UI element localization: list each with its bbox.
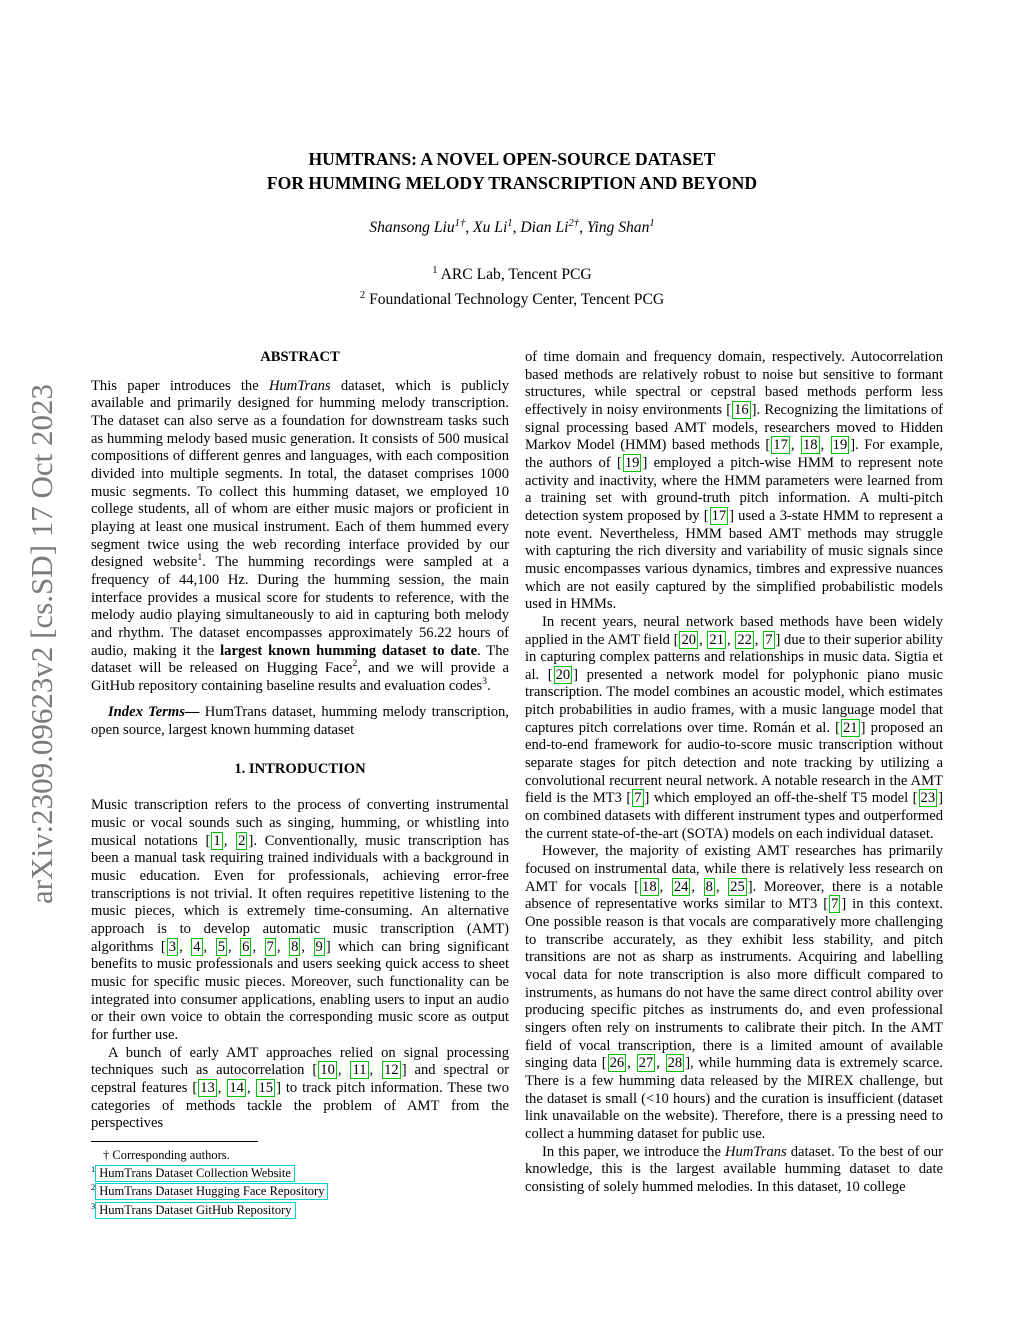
- text-run: Music transcription refers to the process of converting instrumental music or vocal sounds such as singing, humming, or whistling into musical notations [: [91, 797, 509, 849]
- text-run: ] due to their superior ability in capturing complex patterns and relationships in music data. Sigtia et al. [: [525, 631, 944, 683]
- text-run: ,: [246, 1079, 256, 1096]
- citation-ref[interactable]: 3: [168, 938, 177, 955]
- text-run: ,: [228, 938, 240, 955]
- text-run: ,: [179, 938, 191, 955]
- footnote-marker: 2: [91, 1182, 96, 1193]
- text-run: HumTrans: [725, 1143, 787, 1160]
- text-run: ]. For example, the authors of [: [525, 437, 943, 471]
- text-run: ,: [301, 938, 313, 955]
- text-run: ,: [820, 437, 830, 454]
- text-run: . The dataset will be released on Hugging Face: [91, 642, 509, 677]
- citation-ref[interactable]: 4: [193, 938, 201, 955]
- text-run: ] on combined datasets with different instrument types and outperformed the current state-of-the-art (SOTA) models on each individual dataset.: [525, 790, 943, 842]
- superscript-marker: 2: [352, 658, 358, 670]
- citation-ref[interactable]: 7: [634, 790, 642, 807]
- citation-ref[interactable]: 13: [200, 1079, 215, 1096]
- citation-ref[interactable]: 9: [315, 938, 323, 955]
- body-paragraph-continuation: [525, 349, 943, 614]
- affiliation-2: [0, 288, 1024, 313]
- text-run: ARC Lab, Tencent PCG: [437, 266, 592, 283]
- citation-ref[interactable]: 17: [711, 507, 727, 524]
- text-run: ,: [691, 878, 703, 895]
- text-run: , and we will provide a GitHub repository containing baseline results and evaluation codes: [91, 660, 510, 694]
- citation-ref[interactable]: 21: [843, 719, 858, 736]
- introduction-heading: 1. INTRODUCTION: [234, 760, 366, 777]
- citation-ref[interactable]: 6: [242, 938, 250, 955]
- footnote-divider: [91, 1141, 258, 1142]
- citation-ref[interactable]: 17: [773, 437, 788, 454]
- superscript-marker: 3: [482, 675, 488, 687]
- superscript-marker: 2: [359, 289, 366, 301]
- footnotes: [91, 1141, 509, 1219]
- text-run: ,: [369, 1062, 382, 1079]
- superscript-marker: 1: [432, 264, 438, 276]
- citation-ref[interactable]: 10: [320, 1062, 335, 1079]
- citation-ref[interactable]: 23: [920, 790, 936, 807]
- footnote-item: [91, 1164, 509, 1182]
- citation-ref[interactable]: 24: [673, 878, 689, 895]
- text-run: ,: [276, 938, 289, 955]
- text-run: ] which employed an off-the-shelf T5 model [: [644, 790, 918, 807]
- abstract-heading: ABSTRACT: [260, 349, 340, 365]
- text-run: ,: [223, 832, 236, 849]
- citation-ref[interactable]: 26: [609, 1055, 625, 1072]
- footnote-link-collection-website[interactable]: HumTrans Dataset Collection Website: [95, 1165, 295, 1182]
- paper-title-line-2: FOR HUMMING MELODY TRANSCRIPTION AND BEYOND: [266, 173, 758, 193]
- text-run: ,: [754, 631, 763, 648]
- author-line: [0, 219, 1024, 237]
- text-run: ,: [715, 878, 728, 895]
- text-run: ] used a 3-state HMM to represent a note event. Nevertheless, HMM based AMT methods may struggle with capturing the rich diversity and variability of music signals since music encompasses various dynamics, timbres and expressive nuances which are not easily captured by the simplified probabilistic models used in HMMs.: [525, 507, 943, 613]
- text-run: of time domain and frequency domain, respectively. Autocorrelation based methods are relatively robust to noise but sensitive to formant structures, while spectral or cepstral based methods perform less effectively in noisy environments [: [525, 349, 943, 418]
- text-run: Foundational Technology Center, Tencent PCG: [365, 290, 665, 308]
- body-paragraph-in-this-paper: [525, 1144, 943, 1197]
- citation-ref[interactable]: 8: [705, 878, 713, 895]
- text-run: ] and spectral or cepstral features [: [91, 1062, 510, 1096]
- citation-ref[interactable]: 18: [642, 878, 657, 895]
- paper-title-line-1: HUMTRANS: A NOVEL OPEN-SOURCE DATASET: [308, 149, 716, 169]
- affiliations: [0, 263, 1024, 312]
- text-run: ], while humming data is extremely scarce. There is a few humming data released by the MIREX challenge, but the dataset is small (<10 hours) and the curation is insufficient (dataset link unavailable on the website). Therefore, there is a pressing need to collect a humming dataset for public use.: [525, 1055, 943, 1142]
- superscript-marker: 2†: [568, 217, 580, 229]
- text-run: HumTrans dataset, humming melody transcription, open source, largest known humming dataset: [91, 704, 509, 739]
- citation-ref[interactable]: 11: [352, 1062, 367, 1079]
- text-run: dataset, which is publicly available and primarily designed for humming melody transcription. The dataset can also serve as a foundation for downstream tasks such as humming melody based music generation. It consists of 500 musical compositions of different genres and languages, with each composition divided into multiple segments. In total, the dataset comprises 1000 music segments. To collect this humming dataset, we employed 10 college students, all of whom are either music majors or proficient in playing at least one musical instrument. Each of them hummed every segment twice using the web recording interface provided by our designed website: [91, 377, 509, 571]
- text-run: ] presented a network model for polyphonic piano music transcription. The model combines an acoustic model, which estimates pitch probabilities in audio frames, with a music language model that captures pitch correlations over time. Román et al. [: [525, 666, 943, 736]
- footnote-corresponding-authors: † Corresponding authors.: [103, 1148, 230, 1162]
- body-paragraph-however: [525, 843, 943, 1143]
- citation-ref[interactable]: 7: [831, 896, 839, 913]
- abstract-paragraph: [91, 378, 509, 696]
- intro-paragraph-2: [91, 1045, 509, 1133]
- citation-ref[interactable]: 19: [832, 437, 848, 454]
- text-run: This paper introduces the: [91, 377, 269, 394]
- citation-ref[interactable]: 5: [217, 938, 225, 955]
- text-run: ,: [790, 437, 800, 454]
- affiliation-1: [0, 263, 1024, 288]
- text-run: In this paper, we introduce the: [542, 1143, 725, 1160]
- text-run: ,: [627, 1055, 636, 1072]
- two-column-body: [91, 349, 943, 1197]
- text-run: ,: [726, 631, 735, 648]
- text-run: ]. Recognizing the limitations of signal processing based AMT models, researchers moved to Hidden Markov Model (HMM) based methods [: [525, 401, 943, 454]
- body-paragraph-neural: [525, 614, 943, 844]
- citation-ref[interactable]: 7: [266, 938, 274, 955]
- superscript-marker: 1: [507, 217, 513, 229]
- citation-ref[interactable]: 20: [681, 631, 697, 648]
- citation-ref[interactable]: 15: [258, 1079, 274, 1096]
- index-terms: [91, 704, 509, 739]
- text-run: Xu Li: [473, 219, 508, 236]
- text-run: . The humming recordings were sampled at a frequency of 44,100 Hz. During the humming session, the main interface provides a musical score for students to reference, with the melody audio playing simultaneously to aid in capturing both melody and rhythm. The dataset encompasses approximately 56.22 hours of audio, making it the: [91, 554, 509, 659]
- citation-ref[interactable]: 16: [734, 401, 749, 418]
- text-run: ,: [699, 631, 707, 648]
- right-column: [525, 349, 943, 1197]
- text-run: A bunch of early AMT approaches relied on signal processing techniques such as autocorrelation [: [91, 1044, 509, 1079]
- text-run: dataset. To the best of our knowledge, this is the largest available humming dataset to date consisting of solely hummed melodies. In this dataset, 10 college: [525, 1143, 944, 1195]
- citation-ref[interactable]: 27: [638, 1055, 654, 1072]
- footnote-link-github-repository[interactable]: HumTrans Dataset GitHub Repository: [95, 1202, 295, 1219]
- citation-ref[interactable]: 2: [238, 832, 246, 849]
- arxiv-watermark: arXiv:2309.09623v2 [cs.SD] 17 Oct 2023: [24, 383, 59, 905]
- text-run: .: [487, 677, 491, 694]
- text-run: ,: [252, 938, 264, 955]
- text-run: ,: [659, 878, 671, 895]
- paper-title: [0, 147, 1024, 195]
- superscript-marker: 1: [649, 217, 655, 229]
- footnote-item: [91, 1201, 509, 1219]
- citation-ref[interactable]: 28: [667, 1055, 683, 1072]
- text-run: ,: [465, 219, 474, 236]
- text-run: ] employed a pitch-wise HMM to represent note activity and inactivity, where the HMM parameters were learned from a training set with ground-truth pitch information. A multi-pitch detection system proposed by [: [525, 454, 943, 524]
- text-run: ] in this context. One possible reason is that vocals are comparatively more challenging to transcribe accurately, as they exhibit less stability, and pitch transitions are not as sharp as instruments. Acquiring and labelling vocal data for note transcription is also more difficult compared to instruments, as humans do not have the same direct control ability over producing specific pitches as instruments do, and even professional singers often rely on instruments to calibrate their pitch. In the AMT field of vocal transcription, there is a limited amount of available singing data [: [525, 896, 943, 1072]
- footnote-item: [91, 1182, 509, 1200]
- text-run: ,: [217, 1079, 227, 1096]
- citation-ref[interactable]: 25: [730, 878, 745, 895]
- left-column: [91, 349, 509, 1197]
- text-run: Dian Li: [520, 219, 569, 236]
- text-run: Shansong Liu: [369, 219, 455, 236]
- citation-ref[interactable]: 22: [737, 631, 752, 648]
- superscript-marker: 1†: [454, 217, 466, 229]
- text-run: HumTrans: [268, 377, 331, 394]
- footnote-marker: 3: [91, 1200, 96, 1211]
- text-run: However, the majority of existing AMT researches has primarily focused on instrumental data, while there is relatively less research on AMT for vocals [: [525, 843, 943, 895]
- citation-ref[interactable]: 18: [802, 437, 818, 454]
- text-run: ] which can bring significant benefits to music professionals and users seeking quick access to sheet music for specific music pieces. Moreover, such functionality can be integrated into consumer applications, enabling users to input an audio or their own voice to obtain the corresponding music score as output for further use.: [91, 938, 510, 1043]
- footnote-marker: 1: [91, 1164, 96, 1175]
- text-run: ,: [203, 938, 215, 955]
- text-run: ,: [656, 1055, 665, 1072]
- text-run: ,: [337, 1062, 350, 1079]
- text-run: largest known humming dataset to date: [220, 642, 478, 659]
- text-run: ,: [512, 219, 521, 236]
- footnote-link-hugging-face-repository[interactable]: HumTrans Dataset Hugging Face Repository: [95, 1183, 328, 1200]
- text-run: Index Terms—: [108, 704, 205, 721]
- text-run: ]. Conventionally, music transcription has been a manual task requiring trained individuals with a background in music education. Even for professionals, achieving error-free transcriptions is not trivial. It often requires repetitive listening to the music pieces, which is extremely time-consuming. An alternative approach is to develop automatic music transcription (AMT) algorithms [: [91, 832, 509, 955]
- text-run: ,: [579, 219, 587, 236]
- intro-paragraph-1: [91, 797, 509, 1044]
- citation-ref[interactable]: 20: [555, 666, 571, 683]
- citation-ref[interactable]: 19: [624, 454, 640, 471]
- text-run: ]. Moreover, there is a notable absence of representative works similar to MT3 [: [525, 878, 944, 913]
- citation-ref[interactable]: 7: [765, 631, 773, 648]
- citation-ref[interactable]: 21: [709, 631, 724, 648]
- citation-ref[interactable]: 1: [213, 832, 221, 849]
- citation-ref[interactable]: 8: [291, 938, 299, 955]
- superscript-marker: 1: [197, 552, 203, 564]
- text-run: ] to track pitch information. These two categories of methods tackle the problem of AMT from the perspectives: [91, 1079, 510, 1132]
- citation-ref[interactable]: 14: [229, 1079, 244, 1096]
- text-run: ] proposed an end-to-end framework for audio-to-score music transcription without separate stages for pitch detection and note tracking by utilizing a convolutional recurrent neural network. A notable research in the AMT field is the MT3 [: [525, 719, 943, 807]
- text-run: Ying Shan: [586, 219, 650, 236]
- citation-ref[interactable]: 12: [384, 1062, 399, 1079]
- text-run: In recent years, neural network based methods have been widely applied in the AMT field [: [525, 613, 943, 648]
